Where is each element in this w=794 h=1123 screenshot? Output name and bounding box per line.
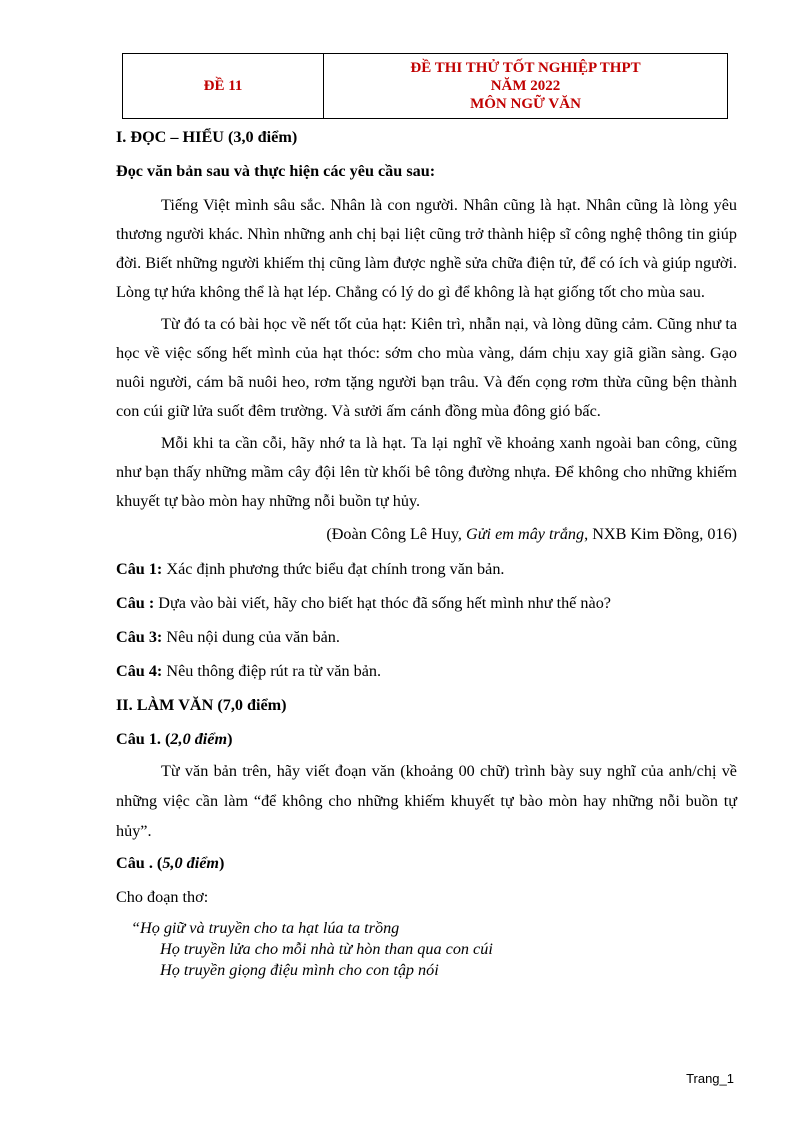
- question-4-label: Câu 4:: [116, 662, 163, 680]
- question-3-text: Nêu nội dung của văn bản.: [162, 628, 340, 646]
- essay-q2-close: ): [218, 854, 225, 872]
- exam-code-cell: [123, 54, 324, 118]
- page-number: Trang_1: [686, 1071, 734, 1086]
- part1-instruction: Đọc văn bản sau và thực hiện các yêu cầu sau:: [116, 162, 436, 180]
- question-4: [116, 654, 737, 688]
- passage-source: [116, 516, 737, 552]
- question-1-label: Câu 1:: [116, 560, 163, 578]
- exam-title-cell: [324, 54, 727, 118]
- exam-title-line1: ĐỀ THI THỬ TỐT NGHIỆP THPT: [410, 60, 641, 76]
- poem-excerpt: [116, 918, 737, 981]
- question-3-label: Câu 3:: [116, 628, 163, 646]
- exam-code: ĐỀ 11: [203, 77, 243, 94]
- essay-question-1-heading: [116, 722, 737, 756]
- part1-heading: I. ĐỌC – HIỂU (3,0 điểm): [116, 128, 298, 146]
- question-2-label: Câu :: [116, 594, 155, 612]
- passage-paragraph-3: Mỗi khi ta cần cỗi, hãy nhớ ta là hạt. Ta lại nghĩ về khoảng xanh ngoài ban công, cũng như bạn thấy những mầm cây đội lên từ khối bê tông đường nhựa. Để không cho những khiếm khuyết tự bào mòn hay những nỗi buồn tự hủy.: [116, 434, 737, 510]
- essay-q1-label: Câu 1. (: [116, 730, 171, 748]
- source-title: Gửi em mây trắng: [466, 525, 585, 543]
- source-suffix: , NXB Kim Đồng, 016): [584, 525, 737, 543]
- poem-line-3: Họ truyền giọng điệu mình cho con tập nói: [160, 961, 439, 979]
- question-1: [116, 552, 737, 586]
- passage-paragraph-1: Tiếng Việt mình sâu sắc. Nhân là con người. Nhân cũng là hạt. Nhân cũng là lòng yêu thương người khác. Nhìn những anh chị bại liệt cũng trở thành hiệp sĩ công nghệ thông tin giúp đời. Biết những người khiếm thị cũng làm được nghề sửa chữa điện tử, để có ích và giúp người. Lòng tự hứa không thể là hạt lép. Chẳng có lý do gì để không là hạt giống tốt cho mùa sau.: [116, 196, 737, 301]
- question-2-text: Dựa vào bài viết, hãy cho biết hạt thóc đã sống hết mình như thế nào?: [154, 594, 611, 612]
- question-1-text: Xác định phương thức biểu đạt chính trong văn bản.: [162, 560, 505, 578]
- source-prefix: (Đoàn Công Lê Huy,: [326, 525, 467, 543]
- poem-line-2: Họ truyền lửa cho mỗi nhà từ hòn than qua con cúi: [160, 940, 493, 958]
- essay-q1-points: 2,0 điểm: [170, 730, 228, 748]
- essay-question-2-heading: [116, 846, 737, 880]
- passage-paragraph-2: Từ đó ta có bài học về nết tốt của hạt: Kiên trì, nhẫn nại, và lòng dũng cảm. Cũng như ta học về việc sống hết mình của hạt thóc: sớm cho mùa vàng, dám chịu xay giã giần sàng. Gạo nuôi người, cám bã nuôi heo, rơm tặng người bạn trâu. Và đến cọng rơm thừa cũng bện thành con cúi giữ lửa suốt đêm trường. Và sưởi ấm cánh đồng mùa đông gió bấc.: [116, 315, 737, 420]
- part2-heading: II. LÀM VĂN (7,0 điểm): [116, 696, 287, 714]
- exam-title-line2: NĂM 2022: [490, 78, 561, 94]
- exam-header-table: [122, 53, 728, 119]
- question-2: [116, 586, 737, 620]
- exam-title-line3: MÔN NGỮ VĂN: [470, 96, 581, 112]
- question-4-text: Nêu thông điệp rút ra từ văn bản.: [162, 662, 382, 680]
- essay-question-1-text: Từ văn bản trên, hãy viết đoạn văn (khoảng 00 chữ) trình bày suy nghĩ của anh/chị về những việc cần làm “để không cho những khiếm khuyết tự bào mòn hay những nỗi buồn tự hủy”.: [116, 762, 737, 840]
- document-body: [116, 120, 737, 981]
- essay-q1-close: ): [227, 730, 233, 748]
- question-3: [116, 620, 737, 654]
- essay-q2-points: 5,0 điểm: [162, 854, 219, 872]
- poem-line-1: “Họ giữ và truyền cho ta hạt lúa ta trồng: [131, 919, 400, 937]
- essay-q2-label: Câu . (: [116, 854, 163, 872]
- essay-question-2-intro: Cho đoạn thơ:: [116, 888, 209, 906]
